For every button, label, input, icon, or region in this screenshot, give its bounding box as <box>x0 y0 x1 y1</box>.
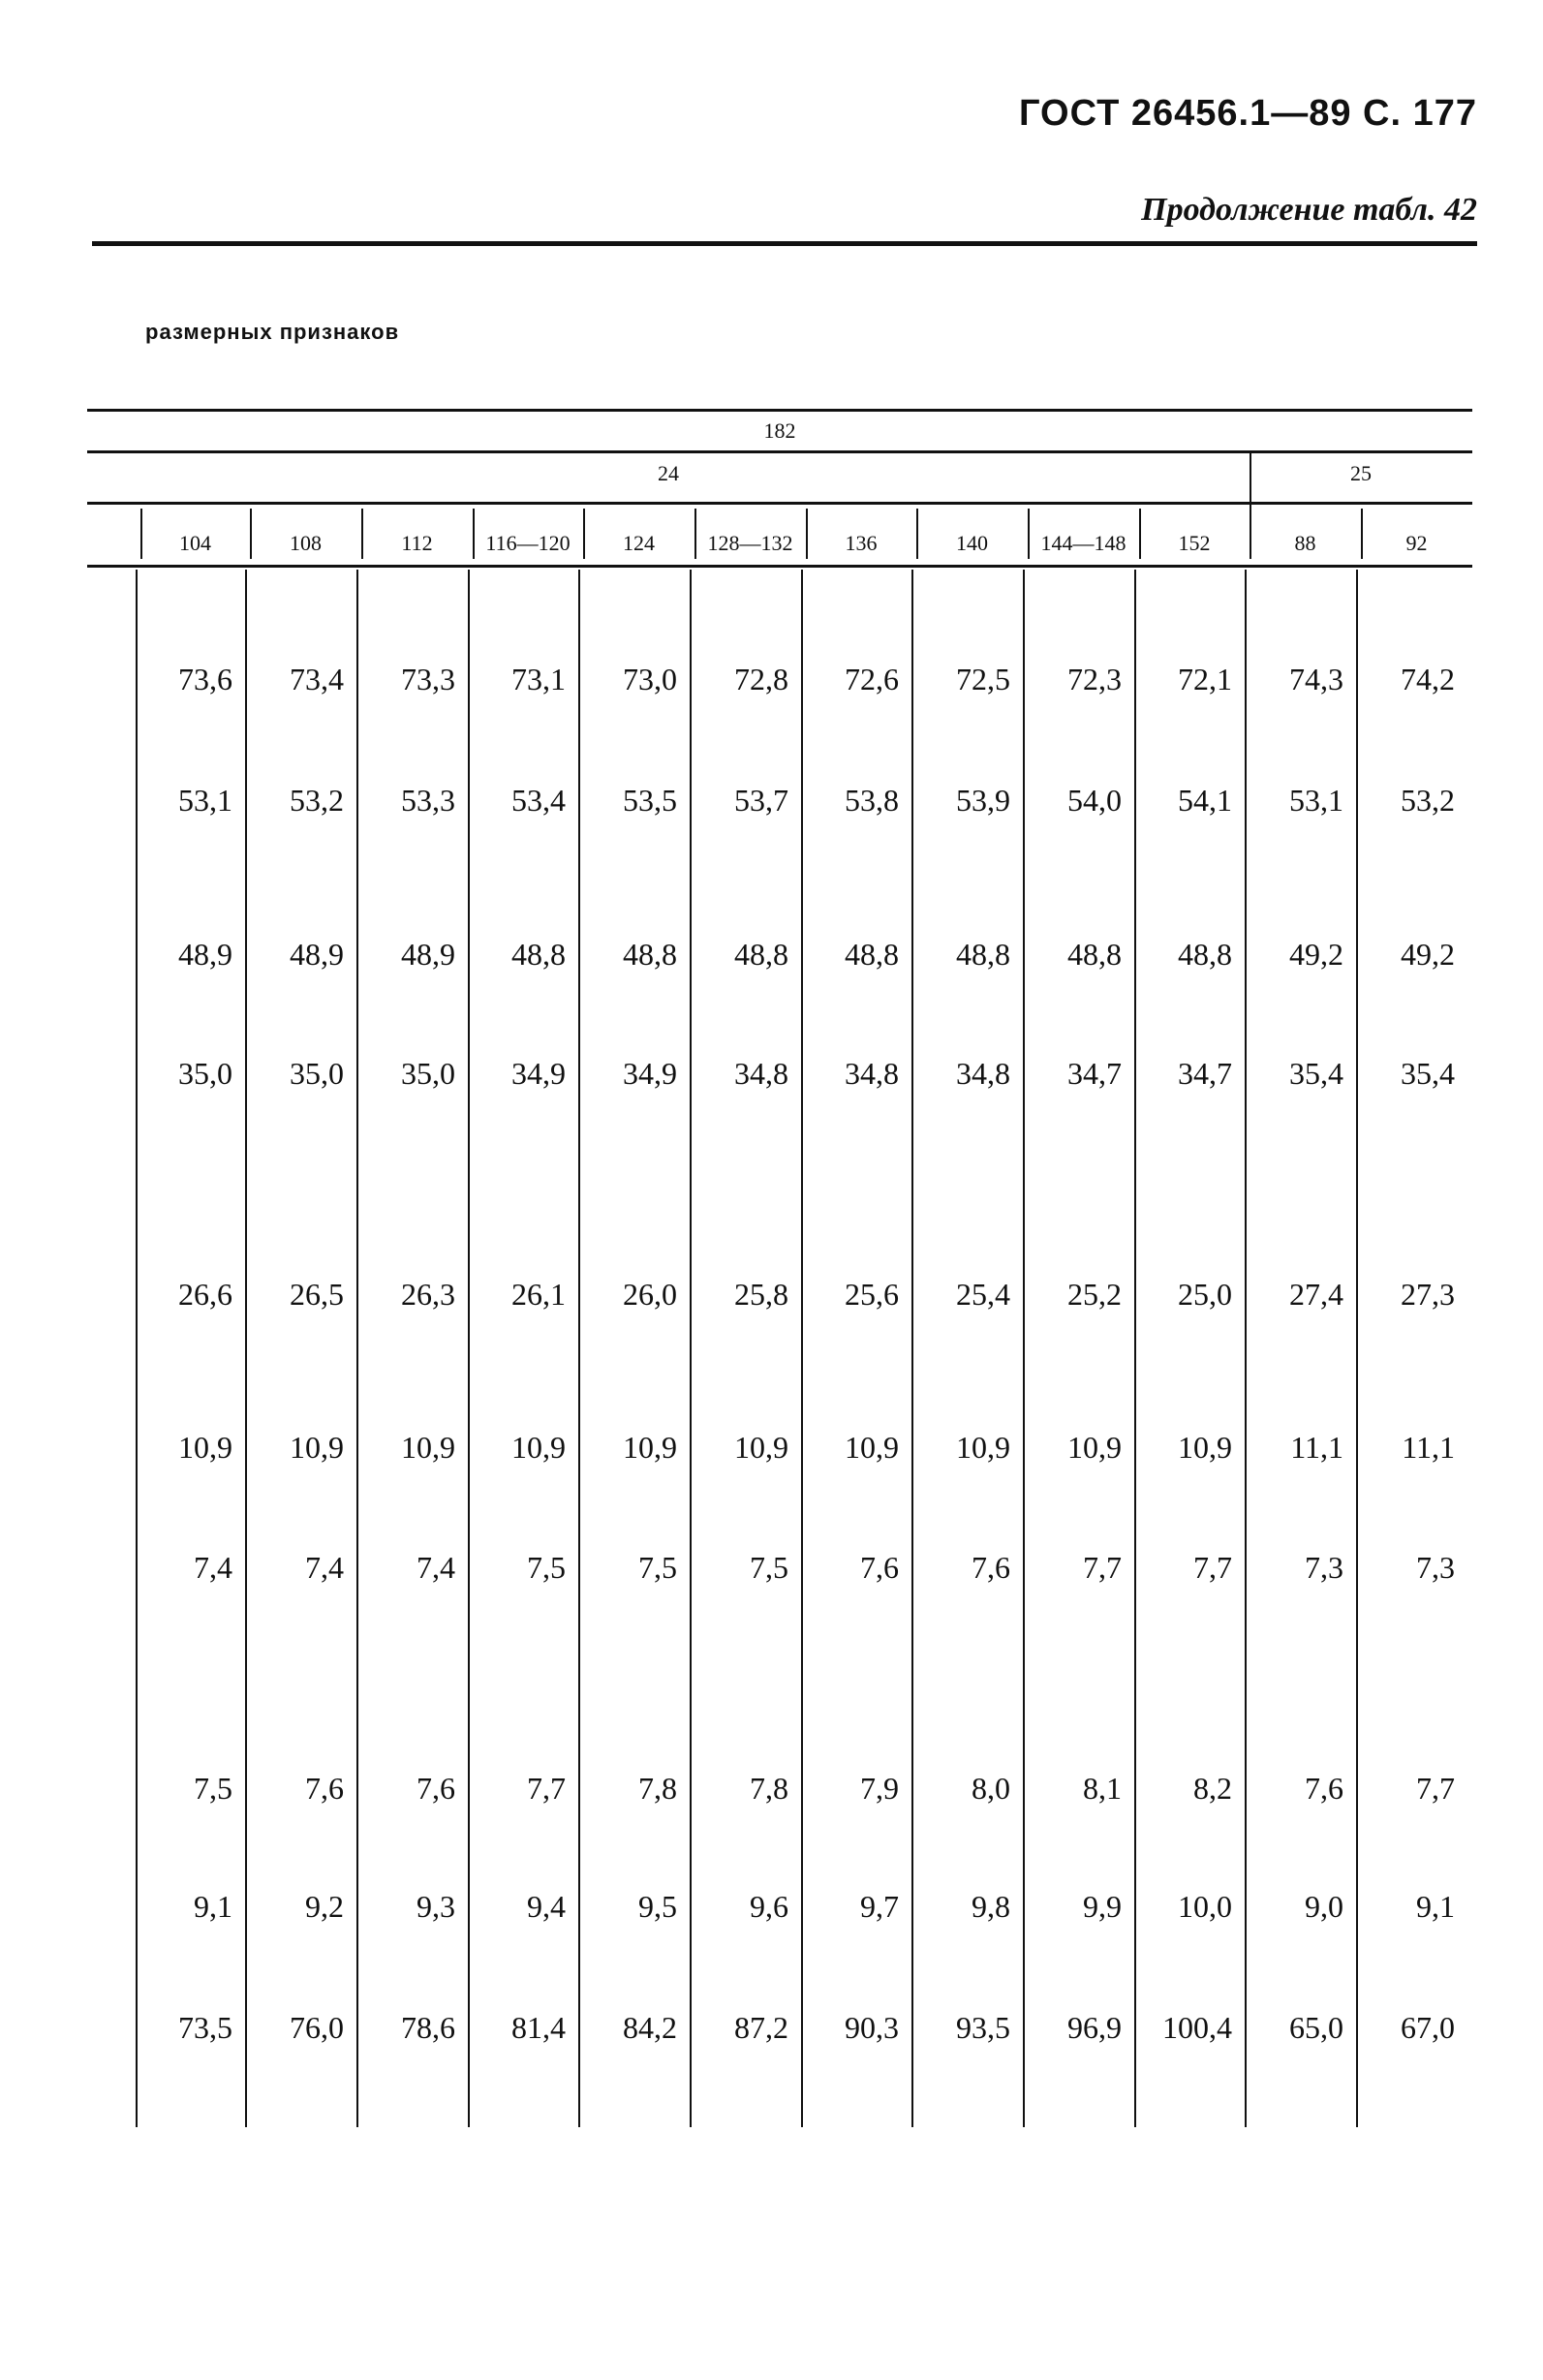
column-header: 152 <box>1178 531 1211 555</box>
group-header-25: 25 <box>1350 461 1372 485</box>
body-column-line <box>356 570 358 2127</box>
column-header: 112 <box>401 531 433 555</box>
table-cell: 9,8 <box>972 1889 1010 1924</box>
table-cell: 48,8 <box>623 937 677 972</box>
body-column-line <box>911 570 913 2127</box>
table-cell: 7,7 <box>1193 1550 1232 1585</box>
table-cell: 7,7 <box>1416 1771 1455 1806</box>
table-cell: 7,4 <box>417 1550 455 1585</box>
table-cell: 34,9 <box>511 1056 566 1091</box>
column-header-separator <box>140 509 142 559</box>
table-cell: 7,7 <box>1083 1550 1122 1585</box>
column-header-separator <box>583 509 585 559</box>
body-column-line <box>1356 570 1358 2127</box>
table-cell: 73,3 <box>401 662 455 696</box>
table-cell: 7,4 <box>305 1550 344 1585</box>
column-header: 92 <box>1405 531 1428 555</box>
table-cell: 53,2 <box>290 783 344 818</box>
table-cell: 48,8 <box>511 937 566 972</box>
table-cell: 48,8 <box>734 937 788 972</box>
column-header: 124 <box>623 531 655 555</box>
table-cell: 72,6 <box>845 662 899 696</box>
table-cell: 48,9 <box>178 937 232 972</box>
table-cell: 35,4 <box>1289 1056 1343 1091</box>
group-header-24: 24 <box>658 461 679 485</box>
table-cell: 81,4 <box>511 2010 566 2045</box>
table-top-rule-2 <box>87 450 1472 453</box>
table-cell: 54,1 <box>1178 783 1232 818</box>
table-cell: 7,6 <box>1305 1771 1343 1806</box>
table-cell: 34,8 <box>734 1056 788 1091</box>
page-header-title: ГОСТ 26456.1—89 С. 177 <box>1018 93 1477 134</box>
table-cell: 65,0 <box>1289 2010 1343 2045</box>
table-cell: 53,5 <box>623 783 677 818</box>
table-cell: 7,6 <box>972 1550 1010 1585</box>
table-cell: 73,1 <box>511 662 566 696</box>
table-cell: 90,3 <box>845 2010 899 2045</box>
column-header: 108 <box>290 531 322 555</box>
table-cell: 93,5 <box>956 2010 1010 2045</box>
body-column-line <box>1245 570 1247 2127</box>
table-cell: 25,4 <box>956 1277 1010 1312</box>
table-cell: 35,0 <box>178 1056 232 1091</box>
table-cell: 73,5 <box>178 2010 232 2045</box>
column-header-separator <box>473 509 475 559</box>
table-cell: 11,1 <box>1402 1430 1455 1465</box>
table-cell: 73,6 <box>178 662 232 696</box>
table-cell: 9,9 <box>1083 1889 1122 1924</box>
table-cell: 9,1 <box>1416 1889 1455 1924</box>
table-cell: 53,4 <box>511 783 566 818</box>
column-header-separator <box>806 509 808 559</box>
table-cell: 49,2 <box>1289 937 1343 972</box>
table-cell: 87,2 <box>734 2010 788 2045</box>
table-cell: 100,4 <box>1162 2010 1232 2045</box>
column-header-separator <box>1250 509 1251 559</box>
table-cell: 26,5 <box>290 1277 344 1312</box>
table-cell: 78,6 <box>401 2010 455 2045</box>
column-header-rule <box>87 565 1472 568</box>
table-cell: 48,9 <box>290 937 344 972</box>
table-cell: 9,4 <box>527 1889 566 1924</box>
table-cell: 9,7 <box>860 1889 899 1924</box>
table-cell: 25,2 <box>1067 1277 1122 1312</box>
table-cell: 26,1 <box>511 1277 566 1312</box>
body-column-line <box>245 570 247 2127</box>
table-cell: 8,0 <box>972 1771 1010 1806</box>
table-cell: 53,8 <box>845 783 899 818</box>
table-cell: 8,2 <box>1193 1771 1232 1806</box>
table-cell: 8,1 <box>1083 1771 1122 1806</box>
column-header-separator <box>361 509 363 559</box>
header-rule <box>92 241 1477 246</box>
table-cell: 53,7 <box>734 783 788 818</box>
top-header-label: 182 <box>763 418 796 443</box>
table-cell: 10,9 <box>1178 1430 1232 1465</box>
body-column-line <box>578 570 580 2127</box>
table-cell: 53,1 <box>1289 783 1343 818</box>
table-cell: 34,9 <box>623 1056 677 1091</box>
table-cell: 7,4 <box>194 1550 232 1585</box>
table-cell: 9,1 <box>194 1889 232 1924</box>
table-cell: 10,9 <box>845 1430 899 1465</box>
table-continuation-label: Продолжение табл. 42 <box>1141 192 1477 228</box>
table-cell: 74,3 <box>1289 662 1343 696</box>
body-column-line <box>468 570 470 2127</box>
table-cell: 67,0 <box>1401 2010 1455 2045</box>
table-cell: 72,5 <box>956 662 1010 696</box>
column-header-separator <box>694 509 696 559</box>
table-caption: размерных признаков <box>145 320 400 344</box>
table-cell: 10,9 <box>623 1430 677 1465</box>
table-cell: 34,8 <box>956 1056 1010 1091</box>
table-cell: 34,7 <box>1067 1056 1122 1091</box>
table-cell: 48,8 <box>845 937 899 972</box>
column-header-separator <box>1028 509 1030 559</box>
table-cell: 9,2 <box>305 1889 344 1924</box>
table-cell: 7,6 <box>417 1771 455 1806</box>
table-cell: 25,8 <box>734 1277 788 1312</box>
table-cell: 96,9 <box>1067 2010 1122 2045</box>
table-cell: 7,8 <box>638 1771 677 1806</box>
table-cell: 72,1 <box>1178 662 1232 696</box>
table-cell: 53,9 <box>956 783 1010 818</box>
table-cell: 7,5 <box>638 1550 677 1585</box>
table-cell: 27,3 <box>1401 1277 1455 1312</box>
table-cell: 34,8 <box>845 1056 899 1091</box>
table-cell: 48,9 <box>401 937 455 972</box>
table-cell: 73,0 <box>623 662 677 696</box>
table-cell: 10,0 <box>1178 1889 1232 1924</box>
table-cell: 48,8 <box>956 937 1010 972</box>
table-cell: 9,0 <box>1305 1889 1343 1924</box>
table-cell: 25,0 <box>1178 1277 1232 1312</box>
table-top-rule <box>87 409 1472 412</box>
table-cell: 26,6 <box>178 1277 232 1312</box>
column-header-separator <box>916 509 918 559</box>
table-cell: 73,4 <box>290 662 344 696</box>
column-header: 128—132 <box>707 531 793 555</box>
body-column-line <box>1023 570 1025 2127</box>
table-cell: 7,6 <box>305 1771 344 1806</box>
table-cell: 7,5 <box>750 1550 788 1585</box>
column-header: 140 <box>956 531 988 555</box>
table-cell: 34,7 <box>1178 1056 1232 1091</box>
table-cell: 35,0 <box>401 1056 455 1091</box>
table-cell: 7,6 <box>860 1550 899 1585</box>
table-cell: 26,3 <box>401 1277 455 1312</box>
table-cell: 9,3 <box>417 1889 455 1924</box>
table-cell: 54,0 <box>1067 783 1122 818</box>
column-header: 116—120 <box>485 531 571 555</box>
table-cell: 10,9 <box>956 1430 1010 1465</box>
group-header-rule <box>87 502 1472 505</box>
table-cell: 9,5 <box>638 1889 677 1924</box>
table-cell: 35,0 <box>290 1056 344 1091</box>
table-cell: 72,8 <box>734 662 788 696</box>
table-cell: 25,6 <box>845 1277 899 1312</box>
table-cell: 7,3 <box>1305 1550 1343 1585</box>
body-column-line <box>690 570 692 2127</box>
table-cell: 49,2 <box>1401 937 1455 972</box>
table-cell: 10,9 <box>734 1430 788 1465</box>
table-cell: 26,0 <box>623 1277 677 1312</box>
table-cell: 10,9 <box>1067 1430 1122 1465</box>
table-cell: 10,9 <box>290 1430 344 1465</box>
table-cell: 7,5 <box>194 1771 232 1806</box>
table-cell: 11,1 <box>1290 1430 1343 1465</box>
body-column-line <box>136 570 138 2127</box>
table-cell: 10,9 <box>511 1430 566 1465</box>
column-header: 144—148 <box>1040 531 1126 555</box>
table-cell: 84,2 <box>623 2010 677 2045</box>
table-cell: 7,5 <box>527 1550 566 1585</box>
column-header: 104 <box>179 531 211 555</box>
column-header-separator <box>1139 509 1141 559</box>
table-cell: 7,7 <box>527 1771 566 1806</box>
table-cell: 35,4 <box>1401 1056 1455 1091</box>
table-cell: 53,1 <box>178 783 232 818</box>
table-cell: 72,3 <box>1067 662 1122 696</box>
table-cell: 27,4 <box>1289 1277 1343 1312</box>
table-cell: 10,9 <box>178 1430 232 1465</box>
body-column-line <box>801 570 803 2127</box>
table-cell: 7,8 <box>750 1771 788 1806</box>
table-cell: 53,2 <box>1401 783 1455 818</box>
table-cell: 48,8 <box>1067 937 1122 972</box>
table-cell: 10,9 <box>401 1430 455 1465</box>
column-header-separator <box>1361 509 1363 559</box>
table-cell: 74,2 <box>1401 662 1455 696</box>
table-cell: 7,3 <box>1416 1550 1455 1585</box>
column-header: 88 <box>1294 531 1316 555</box>
table-cell: 76,0 <box>290 2010 344 2045</box>
table-cell: 53,3 <box>401 783 455 818</box>
table-cell: 9,6 <box>750 1889 788 1924</box>
table-cell: 7,9 <box>860 1771 899 1806</box>
column-header: 136 <box>845 531 878 555</box>
column-header-separator <box>250 509 252 559</box>
table-cell: 48,8 <box>1178 937 1232 972</box>
body-column-line <box>1134 570 1136 2127</box>
